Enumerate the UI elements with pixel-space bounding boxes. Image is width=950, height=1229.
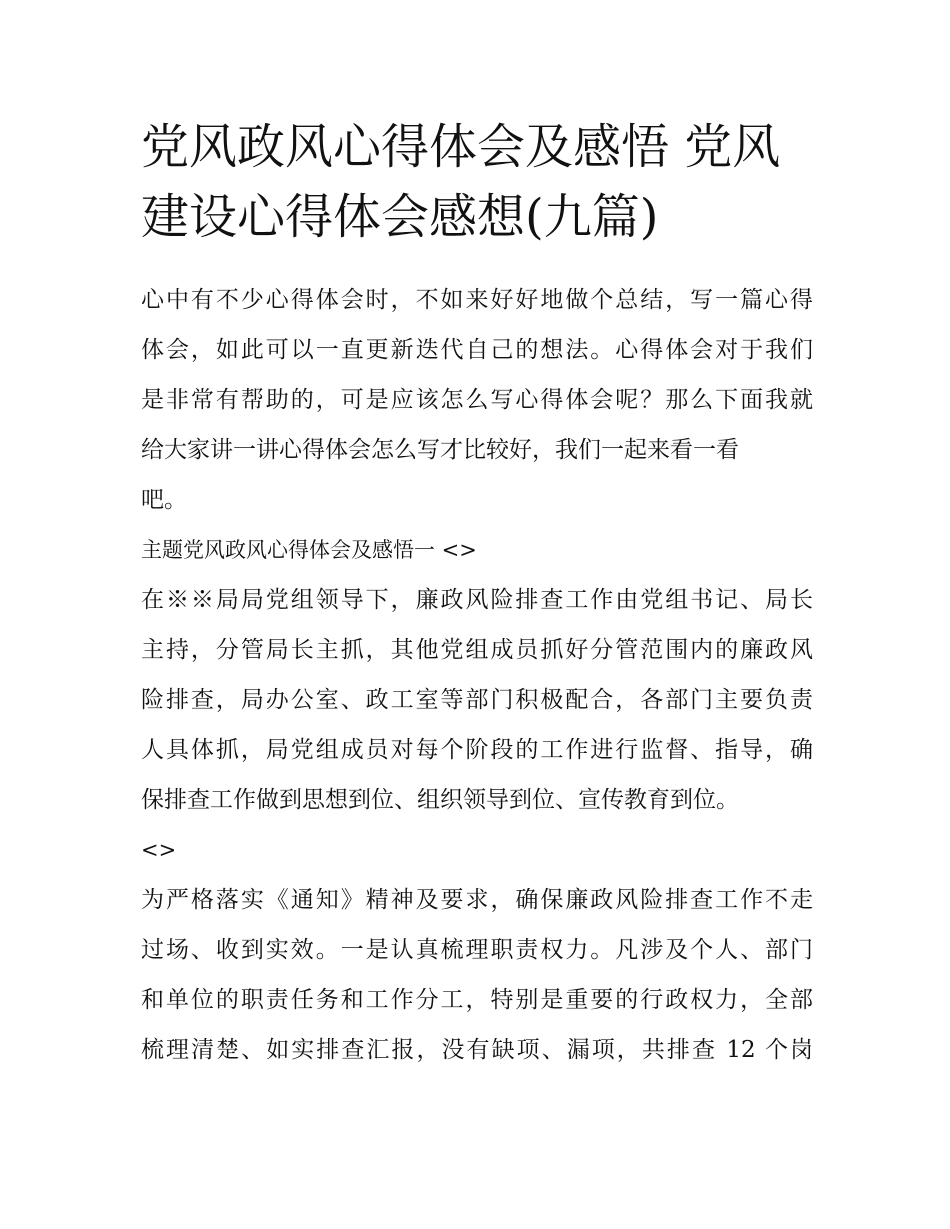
text-line: 保排查工作做到思想到位、组织领导到位、宣传教育到位。 bbox=[141, 787, 739, 813]
section-heading-text: 主题党风政风心得体会及感悟一 <> bbox=[141, 538, 477, 562]
document-title bbox=[141, 112, 813, 252]
text-line: 吧。 bbox=[141, 487, 187, 513]
text-line: 梳理清楚、如实排查汇报，没有缺项、漏项，共排查 12 个岗 bbox=[141, 1037, 813, 1063]
marker-line bbox=[141, 825, 813, 875]
intro-paragraph bbox=[141, 275, 813, 525]
text-line: 和单位的职责任务和工作分工，特别是重要的行政权力，全部 bbox=[141, 987, 813, 1013]
text-line: 是非常有帮助的，可是应该怎么写心得体会呢？那么下面我就 bbox=[141, 387, 813, 413]
body-paragraph-1 bbox=[141, 575, 813, 825]
text-line: 过场、收到实效。一是认真梳理职责权力。凡涉及个人、部门 bbox=[141, 937, 813, 963]
title-line: 党风政风心得体会及感悟 党风 bbox=[141, 119, 781, 175]
text-line: 险排查，局办公室、政工室等部门积极配合，各部门主要负责 bbox=[141, 687, 813, 713]
text-line: 心中有不少心得体会时，不如来好好地做个总结，写一篇心得 bbox=[141, 287, 813, 313]
title-line: 建设心得体会感想(九篇) bbox=[141, 189, 659, 245]
text-line: 在※※局局党组领导下，廉政风险排查工作由党组书记、局长 bbox=[141, 587, 813, 613]
body-paragraph-2 bbox=[141, 875, 813, 1075]
text-line: 给大家讲一讲心得体会怎么写才比较好，我们一起来看一看 bbox=[141, 437, 739, 463]
text-line: 主持，分管局长主抓，其他党组成员抓好分管范围内的廉政风 bbox=[141, 637, 813, 663]
section-heading bbox=[141, 525, 813, 575]
marker-text: <> bbox=[141, 838, 177, 862]
text-line: 人具体抓，局党组成员对每个阶段的工作进行监督、指导，确 bbox=[141, 737, 813, 763]
document-page bbox=[141, 112, 813, 1075]
text-line: 为严格落实《通知》精神及要求，确保廉政风险排查工作不走 bbox=[141, 887, 813, 913]
text-line: 体会，如此可以一直更新迭代自己的想法。心得体会对于我们 bbox=[141, 337, 813, 363]
